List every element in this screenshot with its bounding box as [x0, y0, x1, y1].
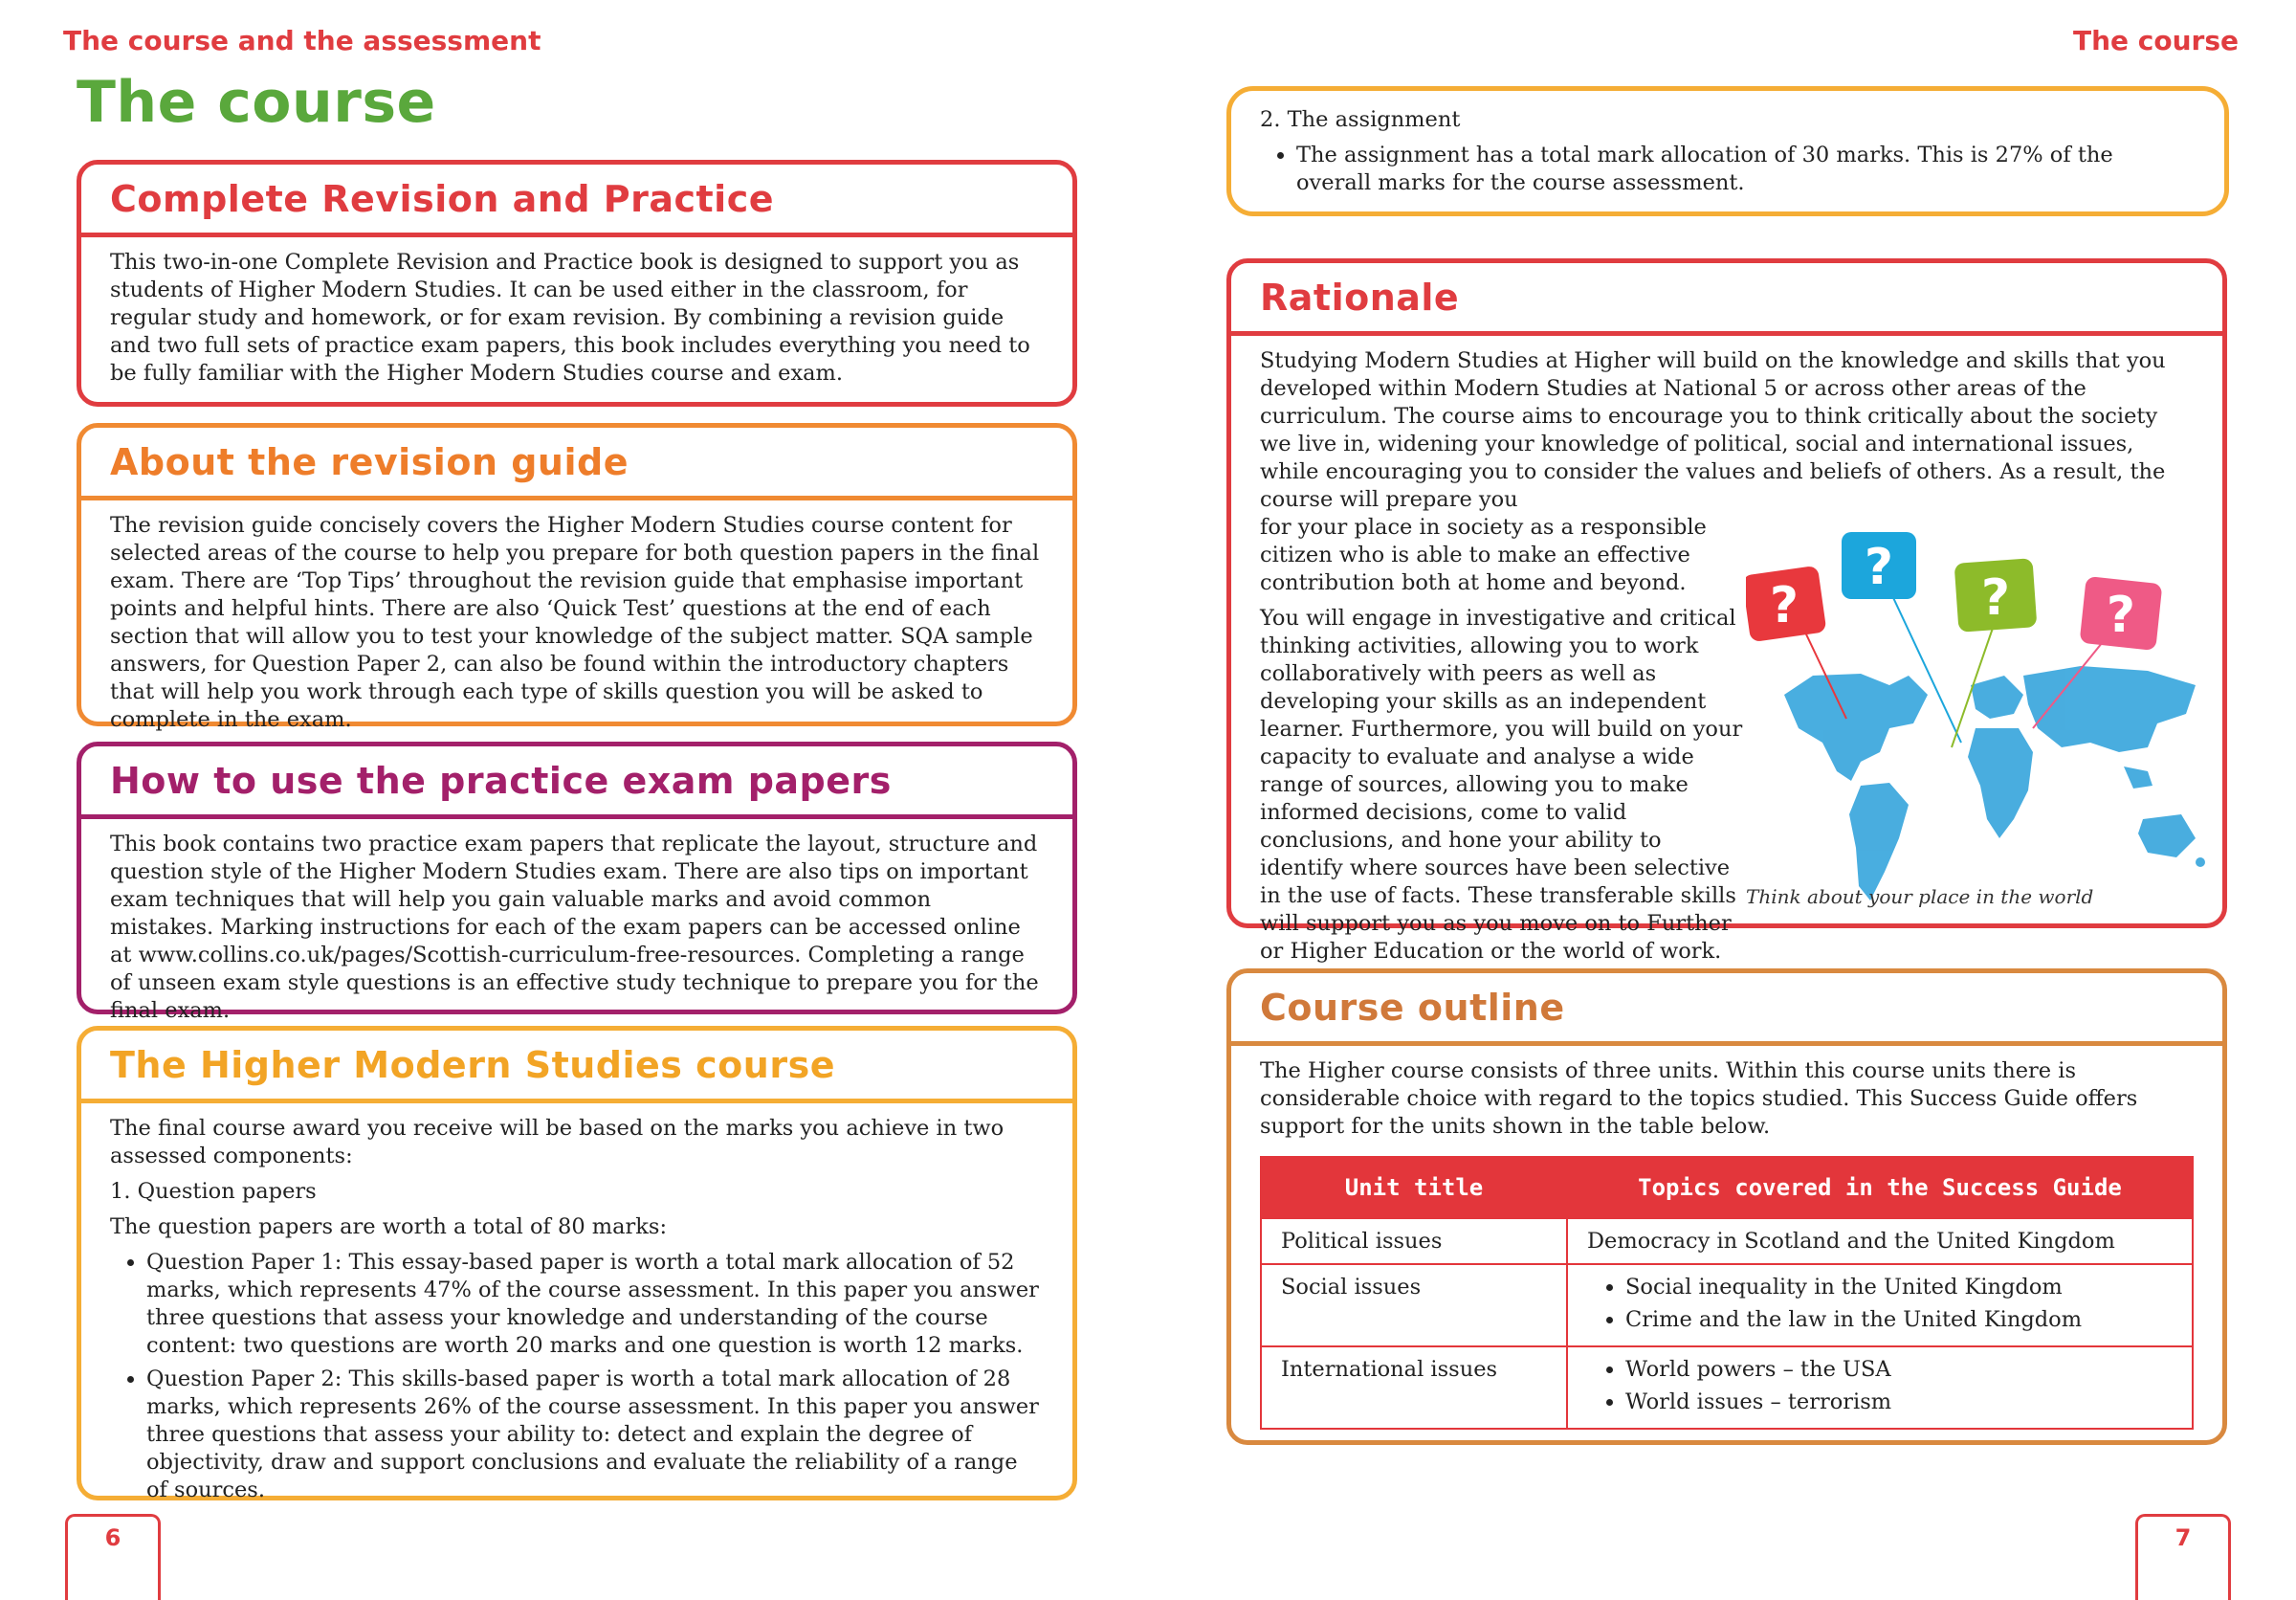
course-item-1: 1. Question papers — [110, 1179, 317, 1204]
course-units-table — [1260, 1156, 2194, 1430]
running-header-left: The course and the assessment — [63, 25, 541, 56]
course-outline-box — [1226, 968, 2227, 1445]
table-header-unit: Unit title — [1261, 1157, 1567, 1218]
world-map-question-marks-image — [1746, 532, 2215, 924]
practice-papers-heading: How to use the practice exam papers — [81, 746, 1072, 819]
question-mark-bubble-pink-icon — [2080, 576, 2163, 651]
page-number-left: 6 — [65, 1514, 161, 1600]
svg-text:?: ? — [1980, 569, 2011, 627]
assignment-bullet: • The assignment has a total mark allocation of 30 marks. This is 27% of the overall marks for the course assessment. — [1296, 142, 2192, 197]
question-mark-bubble-green-icon — [1954, 558, 2038, 633]
course-heading: The Higher Modern Studies course — [81, 1031, 1072, 1103]
course-intro: The final course award you receive will be based on the marks you achieve in two assessed components: — [110, 1116, 1004, 1168]
map-caption: Think about your place in the world — [1746, 885, 2094, 908]
rationale-box — [1226, 258, 2227, 964]
page-number-right: 7 — [2135, 1514, 2231, 1600]
revision-guide-box — [77, 423, 1077, 732]
revision-guide-heading: About the revision guide — [81, 428, 1072, 500]
table-row — [1261, 1218, 2193, 1264]
assignment-bullet-list — [1260, 142, 2192, 197]
assignment-item-2: 2. The assignment — [1260, 107, 1461, 132]
running-header-right: The course — [2072, 25, 2239, 56]
unit-cell: Political issues — [1261, 1218, 1567, 1264]
unit-cell: International issues — [1261, 1346, 1567, 1429]
rationale-para-2: You will engage in investigative and critical thinking activities, allowing you to work collaboratively with peers as well as developing your skills as an independent learner. Furthermore, you will build on your capacity to evaluate and analyse a wide range of sources, allowing you to make informed decisions, come to valid conclusions, and hone your ability to identify where sources have been selective in the use of facts. These transferable skills will support you as you move on to Further or Higher Education or the world of work. — [1260, 606, 1743, 964]
svg-text:?: ? — [1769, 577, 1799, 634]
table-header-topics: Topics covered in the Success Guide — [1567, 1157, 2193, 1218]
course-outline-intro: The Higher course consists of three units. Within this course units there is considerable choice with regard to the topics studied. This Success Guide offers support for the units shown in the table below. — [1260, 1058, 2138, 1139]
topic-item: • World issues – terrorism — [1625, 1388, 2173, 1416]
course-bullet-list — [110, 1249, 1040, 1504]
topics-cell — [1567, 1346, 2193, 1429]
question-mark-bubble-blue-icon — [1842, 532, 1916, 599]
topics-cell — [1567, 1264, 2193, 1346]
course-box — [77, 1026, 1077, 1500]
rationale-para-1: Studying Modern Studies at Higher will build on the knowledge and skills that you developed within Modern Studies at National 5 or across other areas of the curriculum. The course aims to encourage you to think critically about the society we live in, widening your knowledge of political, social and international issues, while encouraging you to consider the values and beliefs of others. As a result, the course will prepare you — [1260, 348, 2166, 512]
rationale-para-1-continued: for your place in society as a responsible citizen who is able to make an effective contribution both at home and beyond. — [1260, 515, 1707, 595]
world-map-icon — [1784, 666, 2205, 900]
revision-practice-heading: Complete Revision and Practice — [81, 165, 1072, 237]
course-bullet-paper-2: • Question Paper 2: This skills-based paper is worth a total mark allocation of 28 marks, which represents 26% of the course assessment. In this paper you answer three questions that assess your ability to: detect and explain the degree of objectivity, draw and support conclusions and evaluate the reliability of a range of sources. — [146, 1366, 1040, 1504]
topic-item: • Crime and the law in the United Kingdom — [1625, 1305, 2173, 1334]
course-outline-heading: Course outline — [1231, 973, 2222, 1046]
topic-item: • Social inequality in the United Kingdom — [1625, 1273, 2173, 1301]
unit-cell: Social issues — [1261, 1264, 1567, 1346]
revision-practice-box — [77, 160, 1077, 407]
topics-cell: Democracy in Scotland and the United Kingdom — [1567, 1218, 2193, 1264]
svg-text:?: ? — [1864, 539, 1894, 596]
svg-text:?: ? — [2106, 587, 2136, 644]
practice-papers-box — [77, 742, 1077, 1023]
course-bullet-paper-1: • Question Paper 1: This essay-based paper is worth a total mark allocation of 52 marks, which represents 47% of the course assessment. In this paper you answer three questions that assess your knowledge and understanding of the course content: two questions are worth 20 marks and one question is worth 12 marks. — [146, 1249, 1040, 1360]
revision-guide-text: The revision guide concisely covers the Higher Modern Studies course content for selected areas of the course to help you prepare for both question papers in the final exam. There are ‘Top Tips’ throughout the revision guide that emphasise important points and helpful hints. There are also ‘Quick Test’ questions at the end of each section that will allow you to test your knowledge of the subject matter. SQA sample answers, for Question Paper 2, can also be found within the introductory chapters that will help you work through each type of skills question you will be asked to complete in the exam. — [110, 513, 1040, 732]
rationale-heading: Rationale — [1231, 263, 2222, 336]
page-title: The course — [77, 69, 436, 136]
assignment-box — [1226, 86, 2229, 216]
topic-item: • World powers – the USA — [1625, 1355, 2173, 1384]
practice-papers-text: This book contains two practice exam papers that replicate the layout, structure and question style of the Higher Modern Studies exam. There are also tips on important exam techniques that will help you gain valuable marks and avoid common mistakes. Marking instructions for each of the exam papers can be accessed online at www.collins.co.uk/pages/Scottish-curriculum-free-resources. Completing a range of unseen exam style questions is an effective study technique to prepare you for the final exam. — [110, 832, 1039, 1023]
course-papers-intro: The question papers are worth a total of 80 marks: — [110, 1214, 668, 1239]
question-mark-bubble-red-icon — [1746, 566, 1826, 642]
table-row — [1261, 1264, 2193, 1346]
revision-practice-text: This two-in-one Complete Revision and Practice book is designed to support you as students of Higher Modern Studies. It can be used either in the classroom, for regular study and homework, or for exam revision. By combining a revision guide and two full sets of practice exam papers, this book includes everything you need to be fully familiar with the Higher Modern Studies course and exam. — [110, 250, 1030, 386]
table-row — [1261, 1346, 2193, 1429]
